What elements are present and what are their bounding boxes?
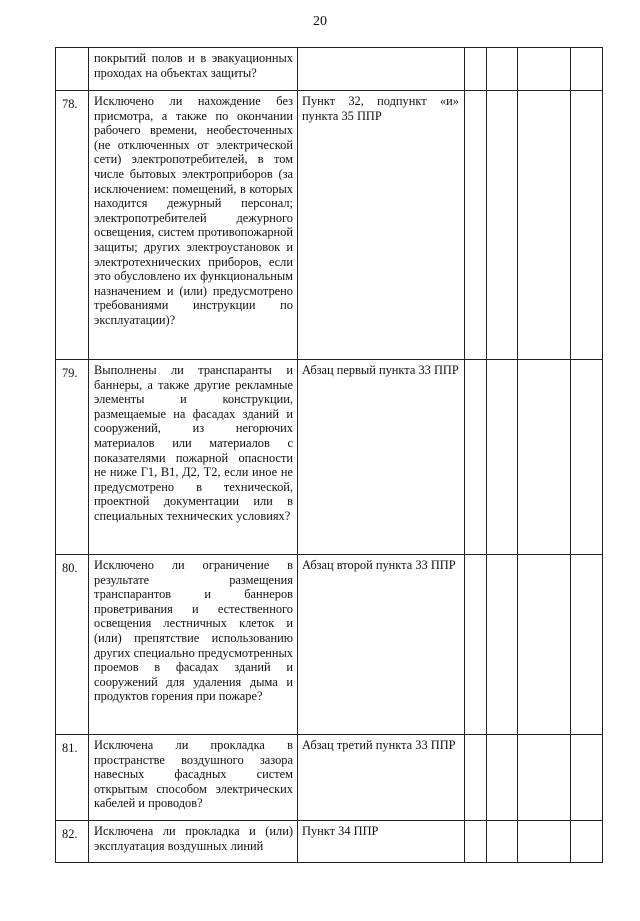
- checklist-table: [55, 47, 603, 863]
- regulation-reference: Абзац второй пункта 33 ППР: [298, 555, 465, 735]
- table-row: [56, 48, 603, 91]
- row-number: [56, 48, 89, 91]
- requirement-question: Исключена ли прокладка и (или) эксплуатация воздушных линий: [89, 821, 298, 863]
- answer-cell-yes[interactable]: [465, 555, 487, 735]
- answer-cell-not-applicable[interactable]: [518, 48, 571, 91]
- answer-cell-no[interactable]: [487, 360, 518, 555]
- table-row: [56, 735, 603, 821]
- table-row: [56, 91, 603, 360]
- answer-cell-yes[interactable]: [465, 91, 487, 360]
- answer-cell-not-applicable[interactable]: [518, 555, 571, 735]
- answer-cell-yes[interactable]: [465, 735, 487, 821]
- regulation-reference: [298, 48, 465, 91]
- answer-cell-no[interactable]: [487, 735, 518, 821]
- answer-cell-note[interactable]: [571, 555, 603, 735]
- regulation-reference: Пункт 34 ППР: [298, 821, 465, 863]
- requirement-question: Исключена ли прокладка в пространстве воздушного зазора навесных фасадных систем открытым способом электрических кабелей и проводов?: [89, 735, 298, 821]
- regulation-reference: Абзац первый пункта 33 ППР: [298, 360, 465, 555]
- table-row: [56, 360, 603, 555]
- requirement-question: Выполнены ли транспаранты и баннеры, а также другие рекламные элементы и конструкции, размещаемые на фасадах зданий и сооружений, из негорючих материалов или материалов с показателями пожарной опасности не ниже Г1, В1, Д2, Т2, если иное не предусмотрено в технической, проектной документации или в специальных технических условиях?: [89, 360, 298, 555]
- row-number: 82.: [56, 821, 89, 863]
- table-row: [56, 555, 603, 735]
- row-number: 81.: [56, 735, 89, 821]
- table-row: [56, 821, 603, 863]
- regulation-reference: Абзац третий пункта 33 ППР: [298, 735, 465, 821]
- answer-cell-no[interactable]: [487, 555, 518, 735]
- answer-cell-no[interactable]: [487, 91, 518, 360]
- answer-cell-yes[interactable]: [465, 48, 487, 91]
- regulation-reference: Пункт 32, подпункт «и» пункта 35 ППР: [298, 91, 465, 360]
- answer-cell-not-applicable[interactable]: [518, 360, 571, 555]
- row-number: 78.: [56, 91, 89, 360]
- row-number: 79.: [56, 360, 89, 555]
- requirement-question: Исключено ли нахождение без присмотра, а также по окончании рабочего времени, необесточенных (не отключенных от электрической сети) электропотребителей, в том числе бытовых электроприборов (за исключением: помещений, в которых находится дежурный персонал; электропотребителей дежурного освещения, систем противопожарной защиты; других электроустановок и электротехнических приборов, если это обусловлено их функциональным назначением и (или) предусмотрено требованиями инструкции по эксплуатации)?: [89, 91, 298, 360]
- answer-cell-note[interactable]: [571, 48, 603, 91]
- answer-cell-note[interactable]: [571, 821, 603, 863]
- answer-cell-yes[interactable]: [465, 821, 487, 863]
- answer-cell-no[interactable]: [487, 821, 518, 863]
- answer-cell-no[interactable]: [487, 48, 518, 91]
- answer-cell-yes[interactable]: [465, 360, 487, 555]
- answer-cell-note[interactable]: [571, 360, 603, 555]
- requirement-question: Исключено ли ограничение в результате размещения транспарантов и баннеров проветривания и естественного освещения лестничных клеток и (или) препятствие использованию других специально предусмотренных проемов в фасадах зданий и сооружений для удаления дыма и продуктов горения при пожаре?: [89, 555, 298, 735]
- row-number: 80.: [56, 555, 89, 735]
- answer-cell-not-applicable[interactable]: [518, 821, 571, 863]
- answer-cell-note[interactable]: [571, 735, 603, 821]
- requirement-question: покрытий полов и в эвакуационных проходах на объектах защиты?: [89, 48, 298, 91]
- answer-cell-not-applicable[interactable]: [518, 735, 571, 821]
- answer-cell-not-applicable[interactable]: [518, 91, 571, 360]
- answer-cell-note[interactable]: [571, 91, 603, 360]
- page-number: 20: [313, 14, 327, 29]
